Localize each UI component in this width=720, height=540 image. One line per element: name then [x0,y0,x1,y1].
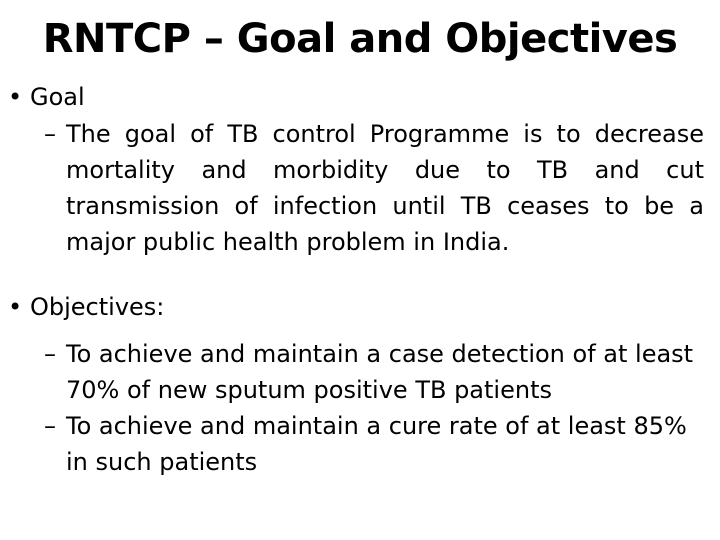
objective-item-text: To achieve and maintain a case detection of at least 70% of new sputum positive TB patients [66,340,694,404]
dash-icon: – [44,340,56,368]
bullet-icon: • [8,293,23,321]
goal-item-text: The goal of TB control Programme is to decrease mortality and morbidity due to TB and cut transmission of infection until TB ceases to be a major public health problem in India. [66,120,704,256]
objectives-heading [8,292,164,322]
bullet-icon: • [8,83,23,111]
goal-heading-label: Goal [30,83,85,111]
objectives-heading-label: Objectives: [30,293,165,321]
objective-item-cure-rate [44,408,704,480]
goal-heading [8,82,85,112]
dash-icon: – [44,412,56,440]
slide-title: RNTCP – Goal and Objectives [42,16,678,62]
objective-item-case-detection [44,336,704,408]
objective-item-text: To achieve and maintain a cure rate of at least 85% in such patients [66,412,687,476]
goal-item [44,116,704,260]
dash-icon: – [44,120,56,148]
